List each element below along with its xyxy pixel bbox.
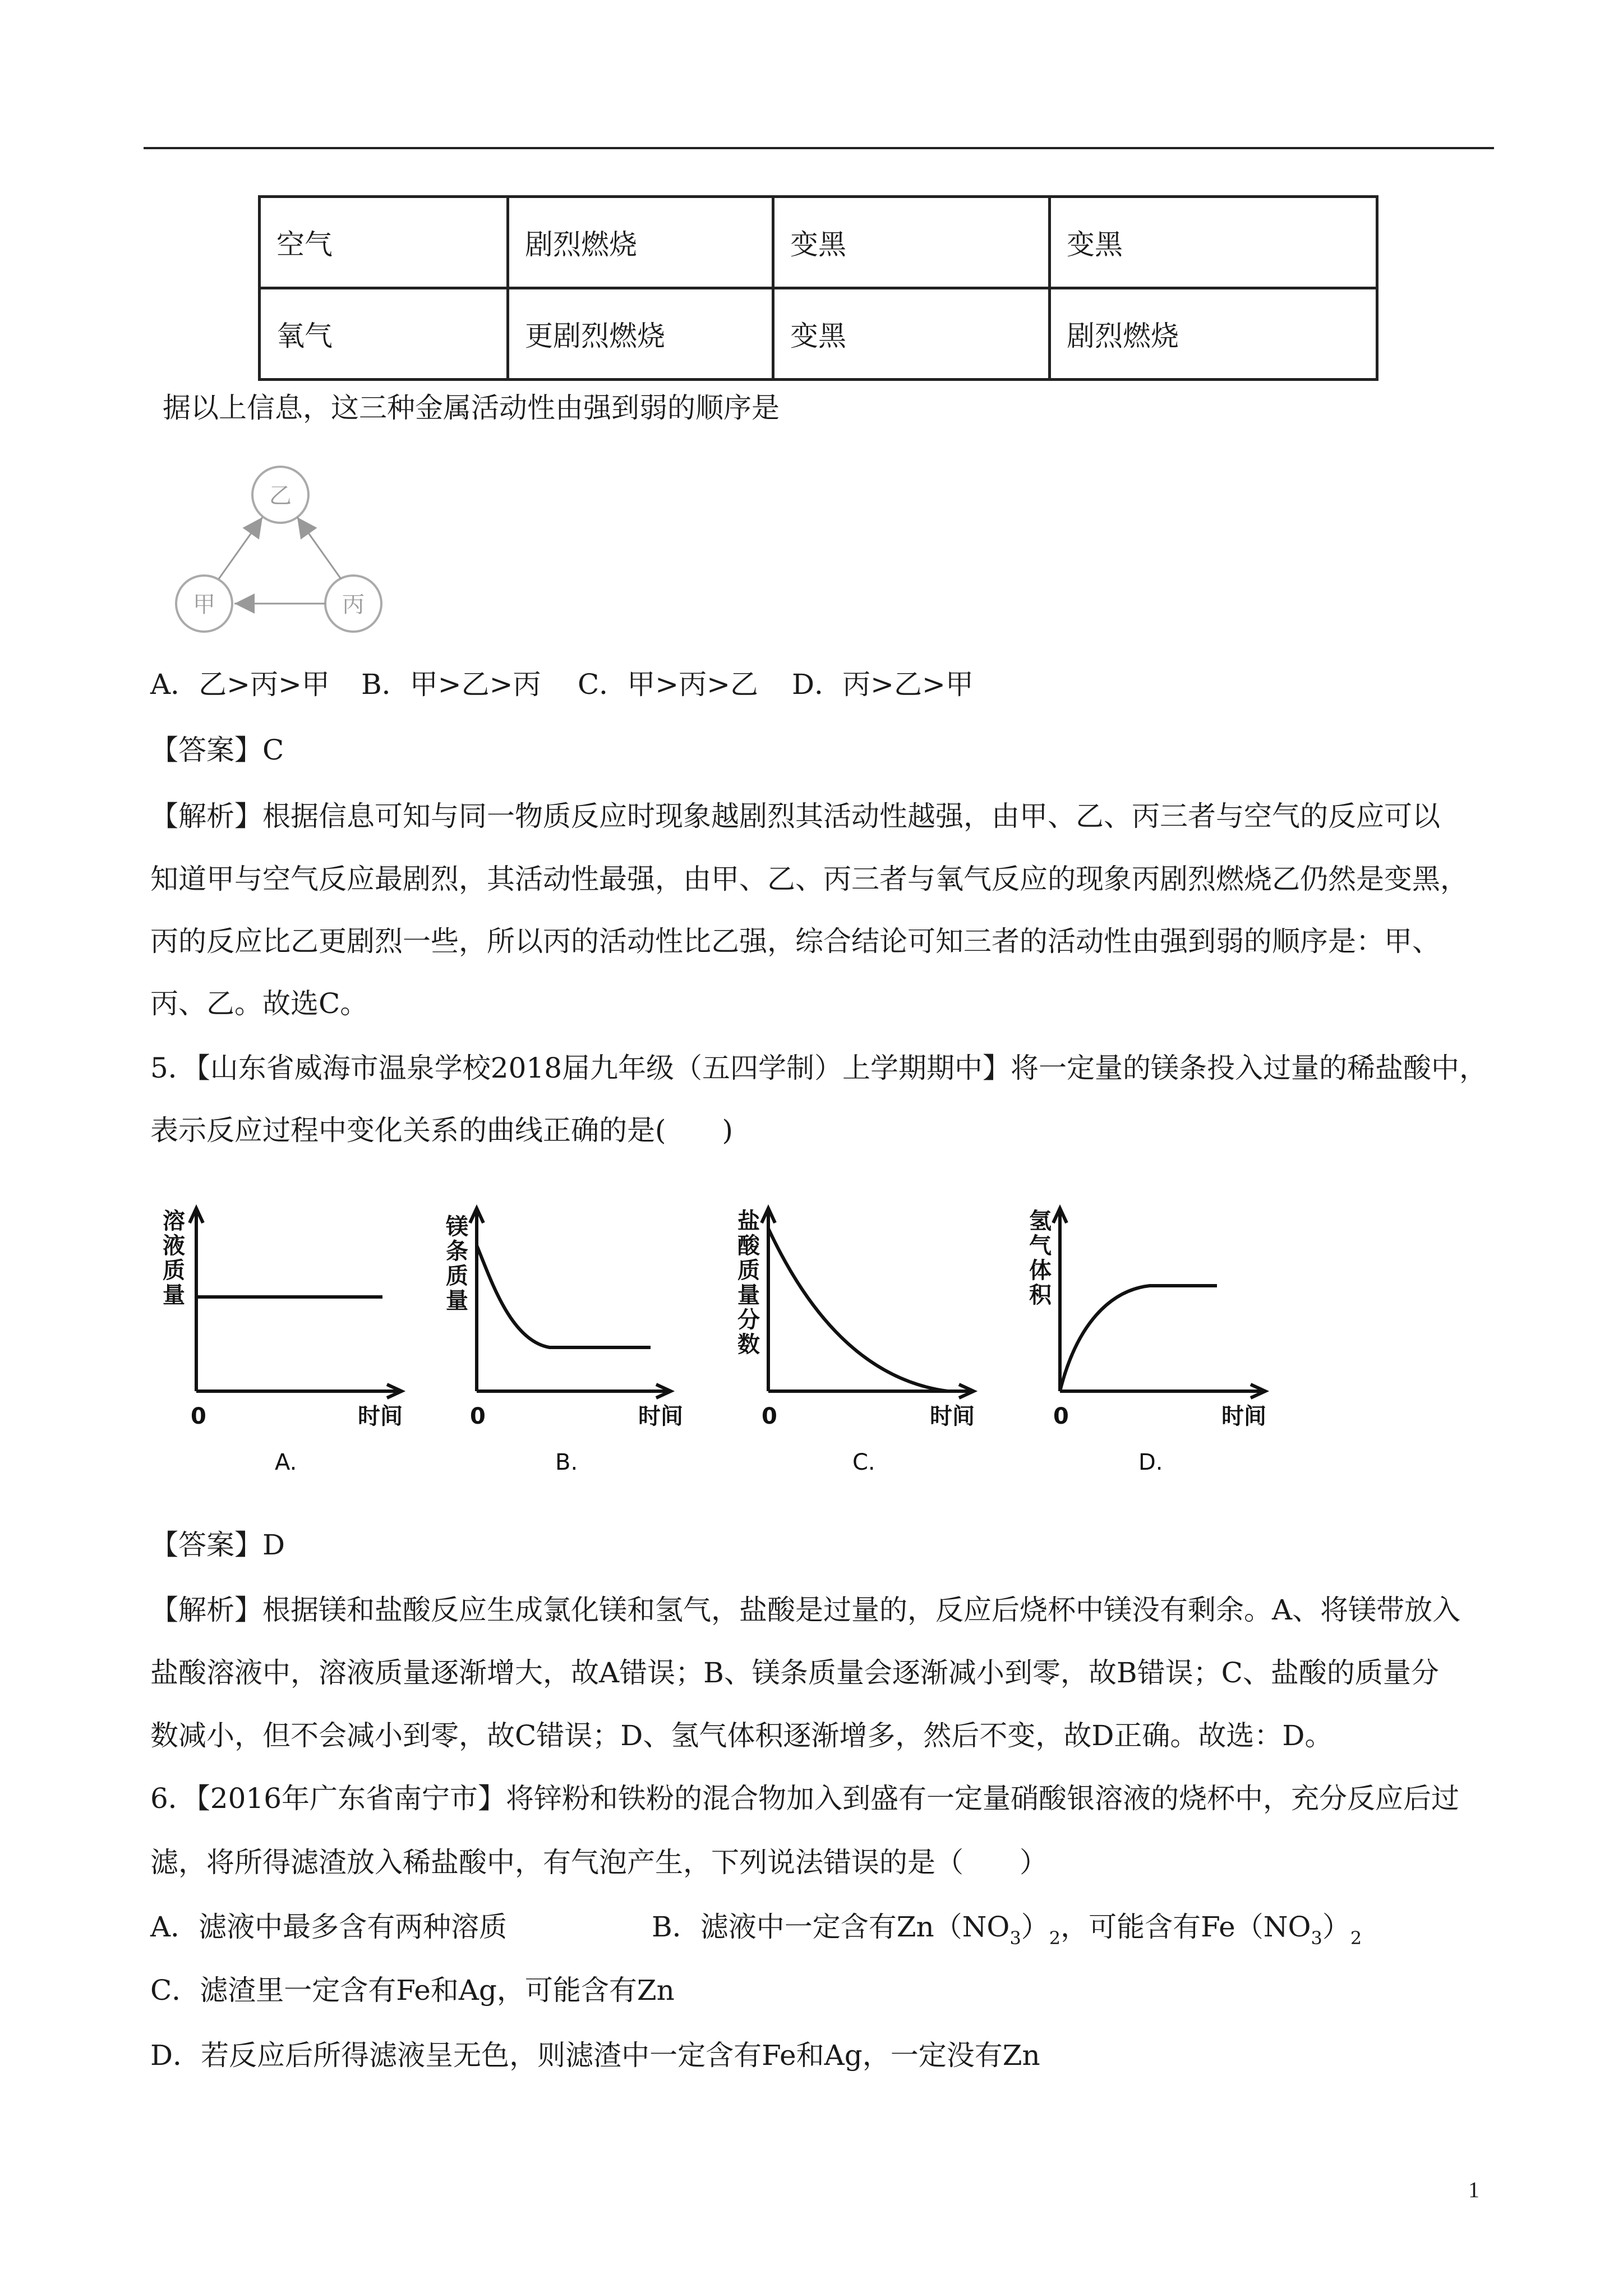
graph-a-ylabel: 溶: [163, 1208, 185, 1234]
graph-c-origin: 0: [762, 1404, 777, 1429]
graph-c-curve: [768, 1228, 948, 1391]
graph-a-ylabel: 质: [163, 1258, 185, 1283]
graph-a-ylabel: 液: [163, 1233, 185, 1259]
table-cell: 变黑: [1050, 197, 1377, 288]
graph-d-caption: D.: [1138, 1450, 1163, 1475]
q6-stem-line: 6．【2016年广东省南宁市】将锌粉和铁粉的混合物加入到盛有一定量硝酸银溶液的烧杯中，充分反应后过: [150, 1782, 1460, 1815]
graph-d-axes: [1053, 1208, 1265, 1398]
graph-d-ylabel: 氢: [1029, 1208, 1052, 1234]
graph-d-ylabel: 气: [1029, 1233, 1052, 1259]
graph-a-caption: A.: [275, 1450, 297, 1475]
q4-option-d: D．丙>乙>甲: [792, 668, 974, 701]
node-label-top: 乙: [269, 483, 292, 509]
graph-b-ylabel: 质: [446, 1263, 468, 1289]
table-cell: 氧气: [260, 288, 508, 380]
q5-stem-line: 5．【山东省威海市温泉学校2018届九年级（五四学制）上学期期中】将一定量的镁条投入过量的稀盐酸中，: [150, 1052, 1488, 1084]
q4-answer: 【答案】C: [150, 734, 284, 766]
graph-a-xlabel: 时间: [358, 1404, 403, 1429]
q4-analysis-line: 【解析】根据信息可知与同一物质反应时现象越剧烈其活动性越强，由甲、乙、丙三者与空气的反应可以: [150, 800, 1440, 832]
graph-c-ylabel: 量: [737, 1282, 760, 1308]
graph-b-ylabel: 量: [446, 1288, 468, 1314]
table-cell: 剧烈燃烧: [508, 197, 773, 288]
q5-analysis-line: 【解析】根据镁和盐酸反应生成氯化镁和氢气，盐酸是过量的，反应后烧杯中镁没有剩余。A、将镁带放入: [150, 1594, 1461, 1626]
q4-option-c: C．甲>丙>乙: [578, 668, 759, 701]
q5-answer: 【答案】D: [150, 1529, 285, 1561]
table-cell: 剧烈燃烧: [1050, 288, 1377, 380]
graph-b-ylabel: 条: [446, 1239, 468, 1264]
activity-triangle-diagram: [163, 449, 398, 651]
graph-d-origin: 0: [1053, 1404, 1069, 1429]
q6-option-b: B．滤液中一定含有$Zn(NO_3)_2$，可能含有$Fe(NO_3)_2$: [652, 1911, 1362, 1949]
node-label-right: 丙: [342, 592, 365, 618]
graph-c-axes: [762, 1208, 974, 1398]
graph-b-curve: [477, 1245, 651, 1347]
q4-analysis-line: 丙、乙。故选C。: [150, 987, 368, 1020]
q5-analysis-line: 盐酸溶液中，溶液质量逐渐增大，故A错误；B、镁条质量会逐渐减小到零，故B错误；C、盐酸的质量分: [150, 1657, 1439, 1689]
graph-a-origin: 0: [191, 1404, 206, 1429]
page-number: 1: [1468, 2177, 1479, 2202]
table-row: [260, 197, 1377, 288]
q5-analysis-line: 数减小，但不会减小到零，故C错误；D、氢气体积逐渐增多，然后不变，故D正确。故选：D。: [150, 1719, 1333, 1752]
graph-b-origin: 0: [470, 1404, 486, 1429]
q6-stem-line: 滤，将所得滤渣放入稀盐酸中，有气泡产生，下列说法错误的是（ ）: [150, 1846, 1048, 1879]
table-cell: 更剧烈燃烧: [508, 288, 773, 380]
graph-b-xlabel: 时间: [638, 1404, 683, 1429]
graph-b-caption: B.: [555, 1450, 578, 1475]
q6-option-c: C．滤渣里一定含有Fe和Ag，可能含有Zn: [150, 1974, 675, 2007]
table-cell: 变黑: [773, 197, 1050, 288]
q4-option-b: B．甲>乙>丙: [361, 668, 541, 701]
q4-analysis-line: 知道甲与空气反应最剧烈，其活动性最强，由甲、乙、丙三者与氧气反应的现象丙剧烈燃烧乙仍然是变黑，: [150, 863, 1468, 895]
arrow-left-to-top: [219, 517, 262, 579]
q4-stem: 据以上信息，这三种金属活动性由强到弱的顺序是: [163, 392, 780, 424]
q5-stem-line: 表示反应过程中变化关系的曲线正确的是( ): [150, 1114, 734, 1147]
graph-d-ylabel: 积: [1029, 1282, 1052, 1308]
graph-d-curve: [1060, 1286, 1217, 1391]
table-cell: 变黑: [773, 288, 1050, 380]
graph-c-xlabel: 时间: [930, 1404, 975, 1429]
q5-graphs: [163, 1200, 1295, 1481]
graph-c-ylabel: 盐: [737, 1208, 760, 1234]
header-rule: [144, 147, 1494, 149]
graph-d-ylabel: 体: [1029, 1258, 1052, 1283]
graph-a-axes: [190, 1208, 402, 1398]
graph-b-ylabel: 镁: [446, 1214, 468, 1240]
q4-option-a: A．乙>丙>甲: [150, 668, 330, 701]
table-cell: 空气: [260, 197, 508, 288]
graph-c-ylabel: 分: [737, 1307, 760, 1333]
graph-c-caption: C.: [852, 1450, 875, 1475]
q6-option-d: D．若反应后所得滤液呈无色，则滤渣中一定含有Fe和Ag，一定没有Zn: [150, 2039, 1040, 2072]
graph-c-ylabel: 数: [737, 1332, 760, 1358]
graph-c-ylabel: 酸: [737, 1233, 760, 1259]
table-row: [260, 288, 1377, 380]
node-label-left: 甲: [193, 592, 215, 618]
graph-d-xlabel: 时间: [1221, 1404, 1266, 1429]
q4-analysis-line: 丙的反应比乙更剧烈一些，所以丙的活动性比乙强，综合结论可知三者的活动性由强到弱的顺序是：甲、: [150, 925, 1440, 958]
arrow-right-to-top: [297, 517, 341, 579]
q6-option-a: A．滤液中最多含有两种溶质: [150, 1911, 508, 1943]
graph-c-ylabel: 质: [737, 1258, 760, 1283]
graph-a-ylabel: 量: [163, 1282, 185, 1308]
observation-table: [258, 195, 1378, 381]
